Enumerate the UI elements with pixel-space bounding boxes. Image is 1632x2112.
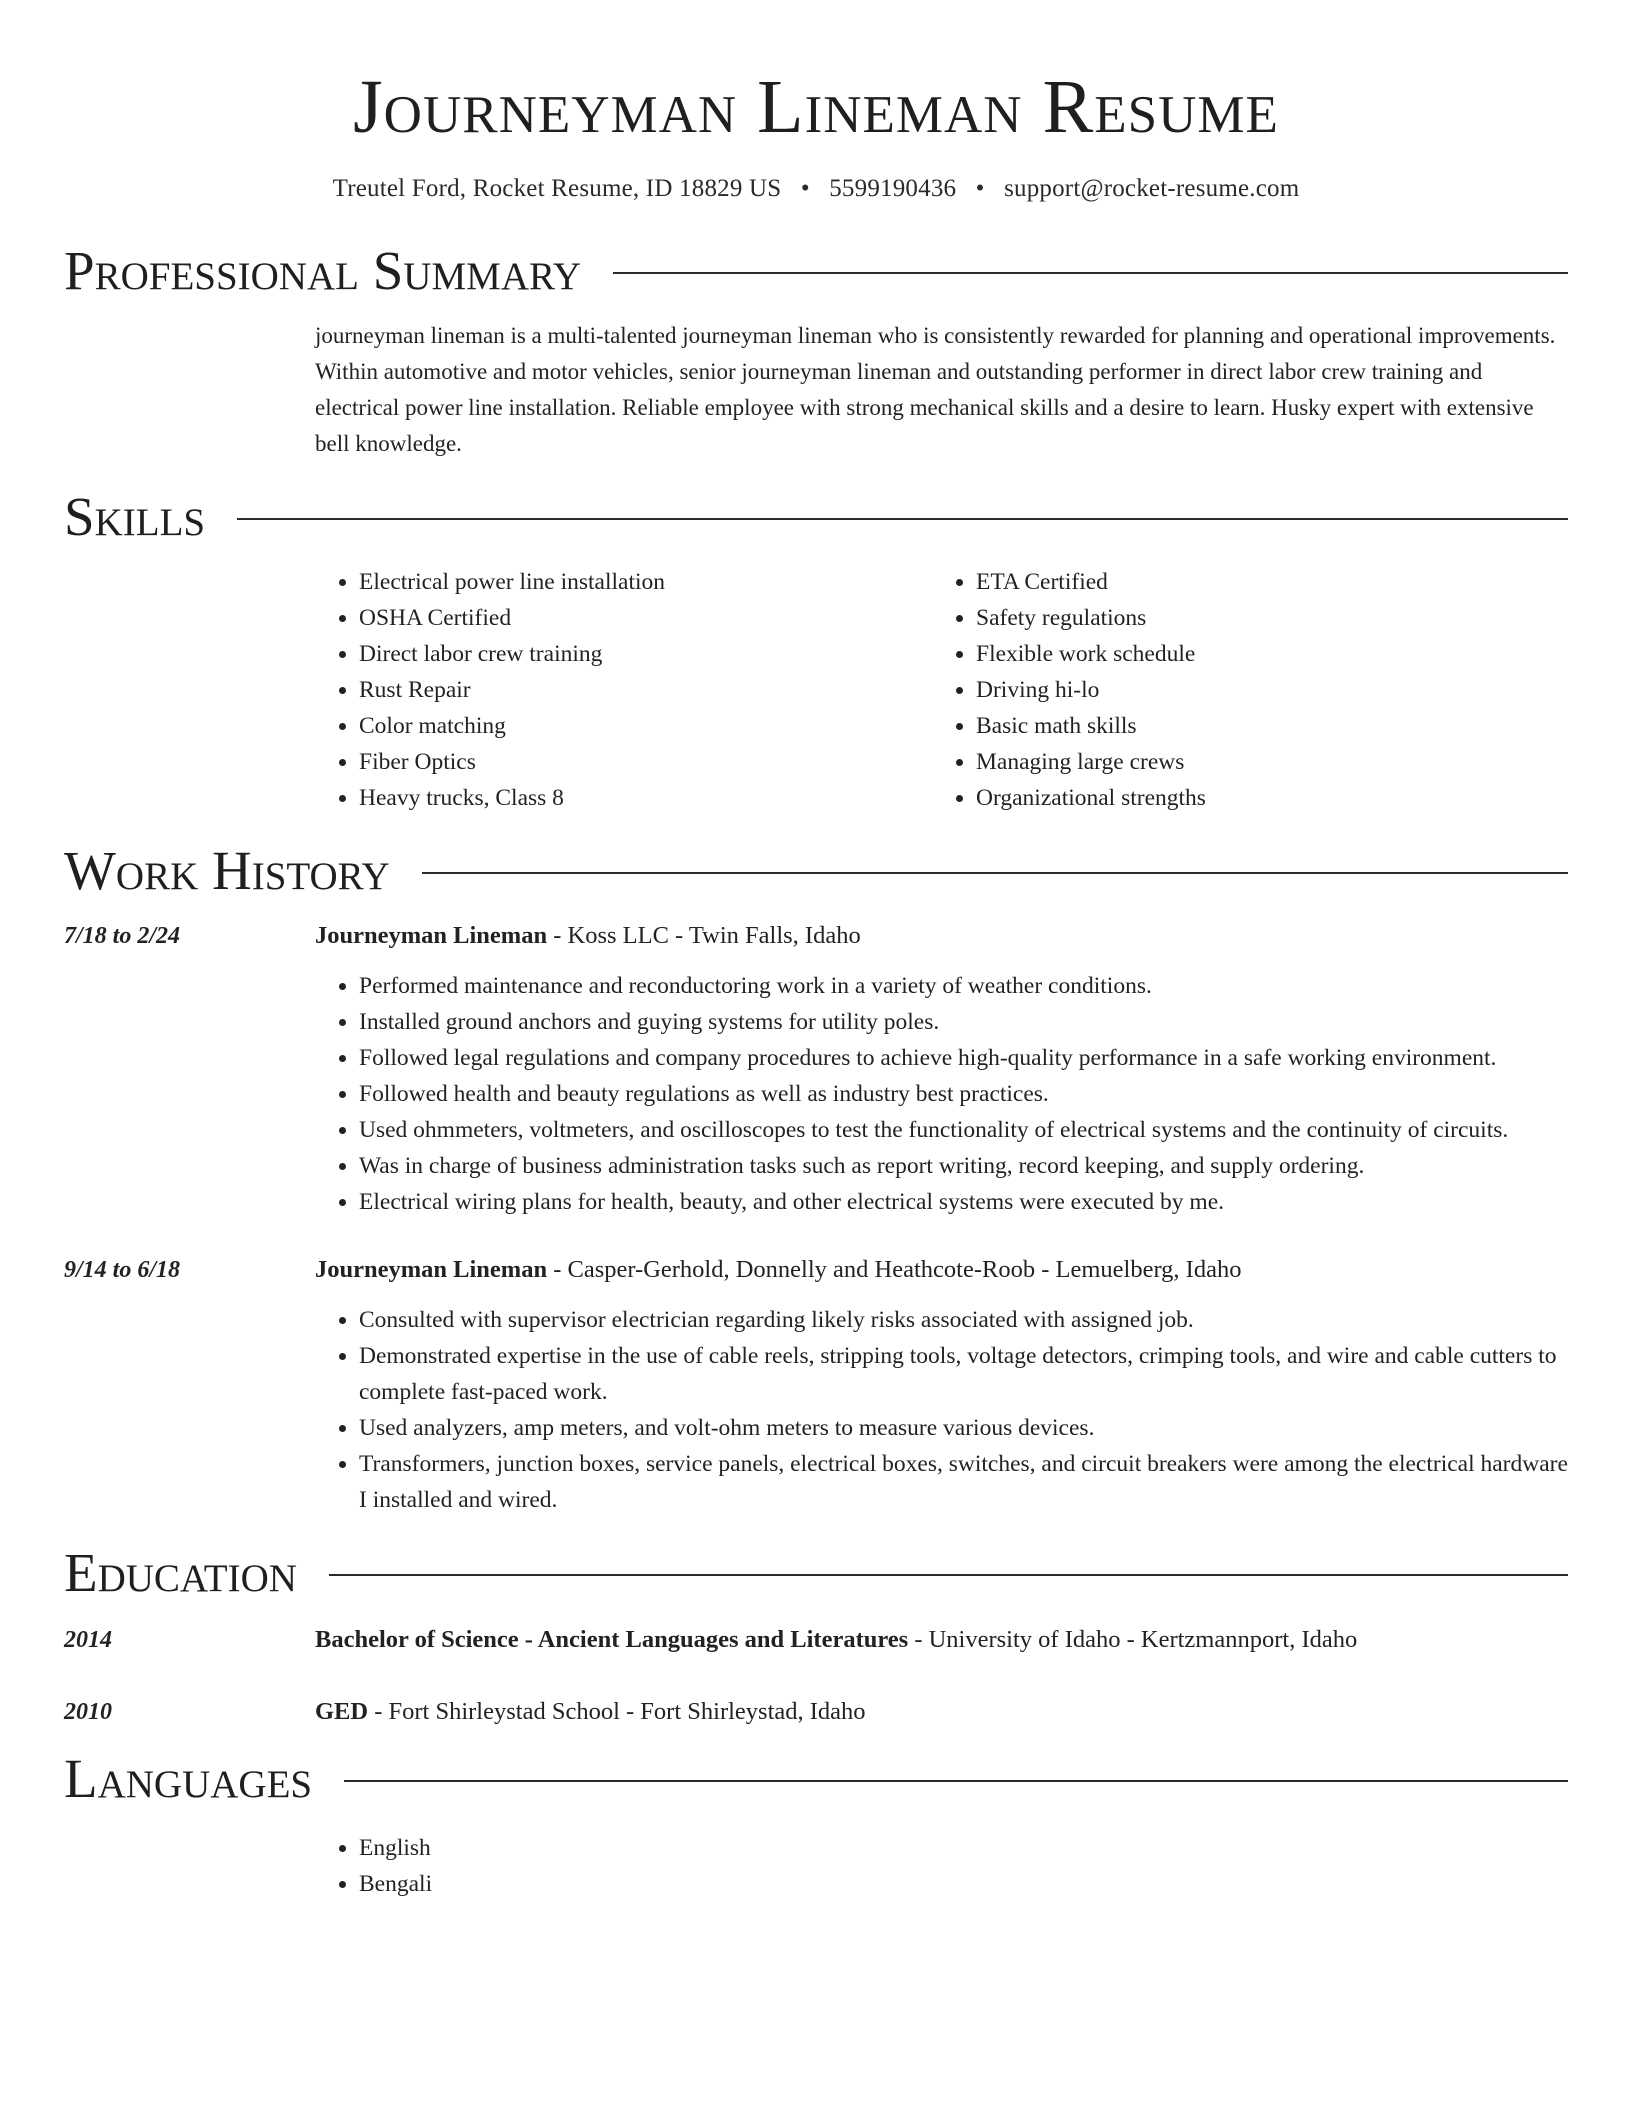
skill-item: • Electrical power line installation — [359, 564, 932, 600]
job-employer: - Casper-Gerhold, Donnelly and Heathcote-Roob - Lemuelberg, Idaho — [547, 1256, 1242, 1283]
job-duty: • Installed ground anchors and guying systems for utility poles. — [359, 1004, 1568, 1040]
work-heading: Work History — [64, 840, 390, 901]
summary-text: journeyman lineman is a multi-talented journeyman lineman who is consistently rewarded for planning and operational improvements. Within automotive and motor vehicles, senior journeyman lineman and outstanding performer in direct labor crew training and electrical power line installation. Reliable employee with strong mechanical skills and a desire to learn. Husky expert with extensive bell knowledge. — [315, 323, 1556, 456]
skills-heading: Skills — [64, 486, 206, 547]
job-heading — [315, 918, 1568, 954]
skill-item: • Managing large crews — [976, 744, 1549, 780]
languages-heading: Languages — [64, 1748, 313, 1809]
job-heading — [315, 1252, 1568, 1288]
education-heading: Education — [64, 1542, 297, 1603]
page-title: Journeyman Lineman Resume — [353, 65, 1279, 149]
skill-item: • Fiber Optics — [359, 744, 932, 780]
job-duty: • Electrical wiring plans for health, beauty, and other electrical systems were executed by me. — [359, 1184, 1568, 1220]
summary-section-header — [64, 240, 1568, 302]
education-year: 2014 — [64, 1627, 112, 1653]
education-heading-line — [315, 1622, 1568, 1658]
skill-item: • Flexible work schedule — [976, 636, 1549, 672]
contact-address: Treutel Ford, Rocket Resume, ID 18829 US — [332, 175, 782, 202]
languages-body — [315, 1830, 1568, 1902]
resume-page — [64, 0, 1568, 1902]
section-divider — [422, 872, 1568, 874]
contact-separator: • — [800, 175, 810, 202]
skill-item: • OSHA Certified — [359, 600, 932, 636]
job-body — [315, 1252, 1568, 1518]
languages-list — [315, 1830, 1568, 1902]
education-school: - Fort Shirleystad School - Fort Shirleystad, Idaho — [368, 1698, 866, 1725]
skill-item: • ETA Certified — [976, 564, 1549, 600]
skills-list-left — [315, 564, 932, 816]
section-divider — [613, 272, 1568, 274]
job-duty: • Followed legal regulations and company procedures to achieve high-quality performance in a safe working environment. — [359, 1040, 1568, 1076]
job-employer: - Koss LLC - Twin Falls, Idaho — [547, 922, 861, 949]
education-entry — [64, 1622, 1568, 1658]
summary-heading: Professional Summary — [64, 240, 582, 301]
education-heading-line — [315, 1694, 1568, 1730]
job-dates: 7/18 to 2/24 — [64, 923, 181, 949]
contact-email: support@rocket-resume.com — [1004, 175, 1300, 202]
section-divider — [344, 1780, 1568, 1782]
job-duty: • Was in charge of business administration tasks such as report writing, record keeping, and supply ordering. — [359, 1148, 1568, 1184]
work-section-header — [64, 840, 1568, 902]
job-entry — [64, 1252, 1568, 1518]
contact-line — [64, 172, 1568, 206]
skills-column-left — [315, 564, 932, 816]
job-duties — [315, 968, 1568, 1220]
contact-separator: • — [975, 175, 985, 202]
language-item: • Bengali — [359, 1866, 1568, 1902]
skill-item: • Rust Repair — [359, 672, 932, 708]
section-divider — [329, 1574, 1568, 1576]
education-year: 2010 — [64, 1699, 112, 1725]
job-title: Journeyman Lineman — [315, 922, 548, 949]
education-degree: Bachelor of Science - Ancient Languages and Literatures — [315, 1626, 909, 1653]
job-duty: • Demonstrated expertise in the use of cable reels, stripping tools, voltage detectors, crimping tools, and wire and cable cutters to complete fast-paced work. — [359, 1338, 1568, 1410]
skill-item: • Driving hi-lo — [976, 672, 1549, 708]
job-body — [315, 918, 1568, 1220]
job-dates: 9/14 to 6/18 — [64, 1257, 181, 1283]
skill-item: • Heavy trucks, Class 8 — [359, 780, 932, 816]
education-entry — [64, 1694, 1568, 1730]
skills-section-header — [64, 486, 1568, 548]
skill-item: • Safety regulations — [976, 600, 1549, 636]
job-duty: • Performed maintenance and reconductoring work in a variety of weather conditions. — [359, 968, 1568, 1004]
job-title: Journeyman Lineman — [315, 1256, 548, 1283]
job-duty: • Consulted with supervisor electrician regarding likely risks associated with assigned job. — [359, 1302, 1568, 1338]
skills-list-right — [932, 564, 1549, 816]
skill-item: • Basic math skills — [976, 708, 1549, 744]
education-section-header — [64, 1542, 1568, 1604]
languages-section-header — [64, 1748, 1568, 1810]
skill-item: • Organizational strengths — [976, 780, 1549, 816]
job-duty: • Used ohmmeters, voltmeters, and oscilloscopes to test the functionality of electrical systems and the continuity of circuits. — [359, 1112, 1568, 1148]
contact-phone: 5599190436 — [829, 175, 957, 202]
job-duty: • Transformers, junction boxes, service panels, electrical boxes, switches, and circuit breakers were among the electrical hardware I installed and wired. — [359, 1446, 1568, 1518]
job-duty: • Used analyzers, amp meters, and volt-ohm meters to measure various devices. — [359, 1410, 1568, 1446]
skills-column-right — [932, 564, 1549, 816]
job-duty: • Followed health and beauty regulations as well as industry best practices. — [359, 1076, 1568, 1112]
skill-item: • Color matching — [359, 708, 932, 744]
education-degree: GED — [315, 1698, 369, 1725]
job-duties — [315, 1302, 1568, 1518]
skill-item: • Direct labor crew training — [359, 636, 932, 672]
skills-grid — [315, 564, 1568, 816]
education-school: - University of Idaho - Kertzmannport, Idaho — [908, 1626, 1358, 1653]
section-divider — [237, 518, 1568, 520]
job-entry — [64, 918, 1568, 1220]
language-item: • English — [359, 1830, 1568, 1866]
